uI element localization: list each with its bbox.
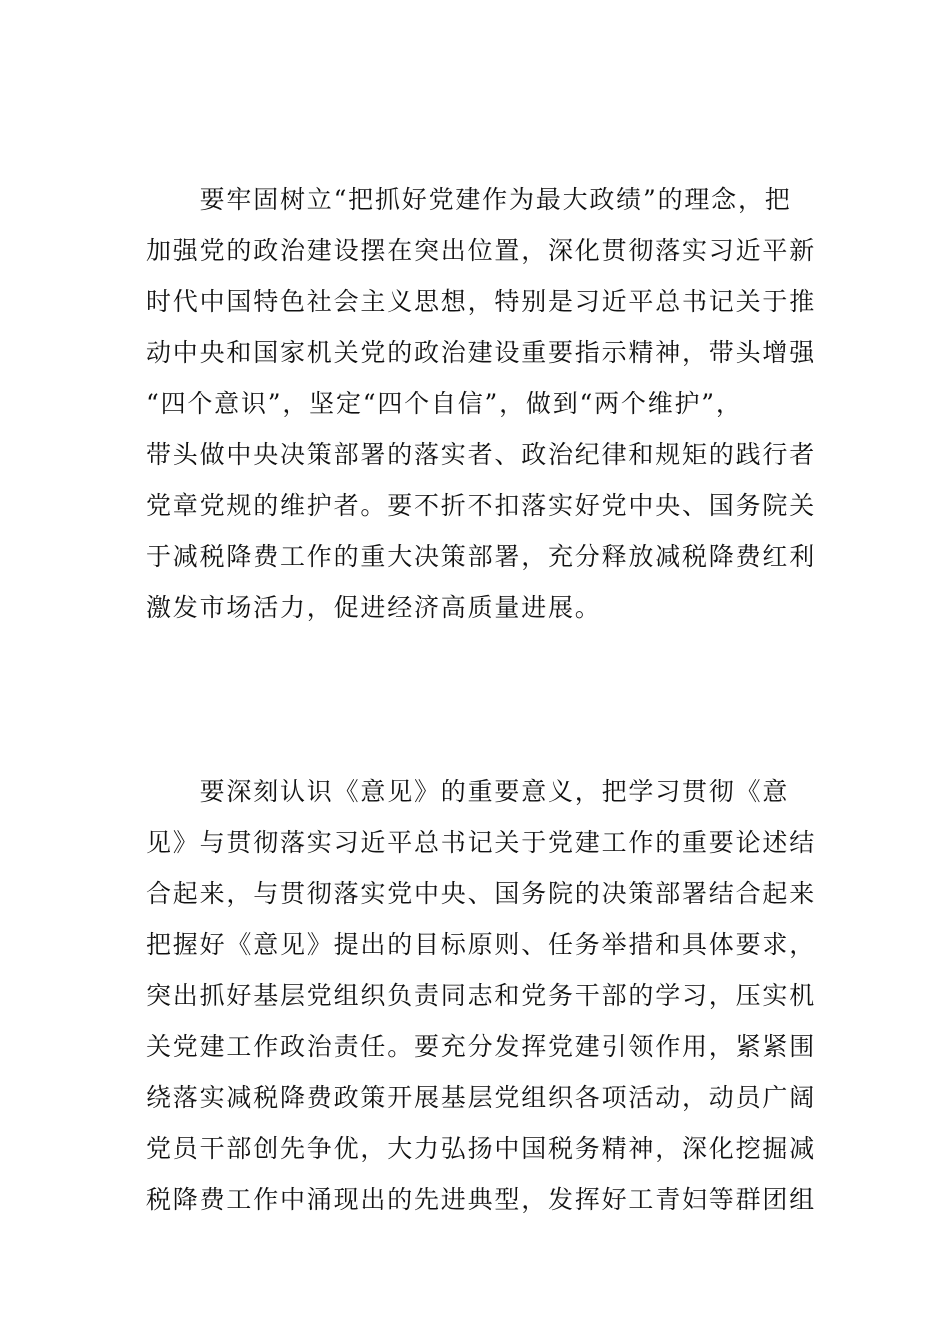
paragraph-1: [146, 174, 816, 633]
paragraph-2-line: 见》与贯彻落实习近平总书记关于党建工作的重要论述结: [146, 828, 817, 857]
paragraph-1-line: 于减税降费工作的重大决策部署，充分释放减税降费红利: [146, 542, 817, 571]
paragraph-2-line: 绕落实减税降费政策开展基层党组织各项活动，动员广阔: [146, 1083, 817, 1112]
paragraph-2-line: 税降费工作中涌现出的先进典型，发挥好工青妇等群团组: [146, 1185, 817, 1214]
paragraph-2-line: 合起来，与贯彻落实党中央、国务院的决策部署结合起来: [146, 879, 817, 908]
paragraph-1-line: “四个意识”，坚定“四个自信”，做到“两个维护”，: [146, 389, 743, 418]
paragraph-1-line: 党章党规的维护者。要不折不扣落实好党中央、国务院关: [146, 491, 817, 520]
paragraph-2-line: 要深刻认识《意见》的重要意义，把学习贯彻《意: [146, 777, 790, 806]
paragraph-1-line: 带头做中央决策部署的落实者、政治纪律和规矩的践行者: [146, 440, 817, 469]
paragraph-1-line: 要牢固树立“把抓好党建作为最大政绩”的理念，把: [146, 185, 792, 214]
paragraph-2-line: 把握好《意见》提出的目标原则、任务举措和具体要求，: [146, 930, 817, 959]
paragraph-1-line: 加强党的政治建设摆在突出位置，深化贯彻落实习近平新: [146, 236, 817, 265]
paragraph-2-line: 关党建工作政治责任。要充分发挥党建引领作用，紧紧围: [146, 1032, 817, 1061]
paragraph-2: [146, 766, 816, 1225]
paragraph-1-line: 动中央和国家机关党的政治建设重要指示精神，带头增强: [146, 338, 817, 367]
paragraph-1-line: 激发市场活力，促进经济高质量进展。: [146, 593, 602, 622]
paragraph-1-line: 时代中国特色社会主义思想，特别是习近平总书记关于推: [146, 287, 817, 316]
paragraph-2-line: 党员干部创先争优，大力弘扬中国税务精神，深化挖掘减: [146, 1134, 817, 1163]
paragraph-2-line: 突出抓好基层党组织负责同志和党务干部的学习，压实机: [146, 981, 817, 1010]
